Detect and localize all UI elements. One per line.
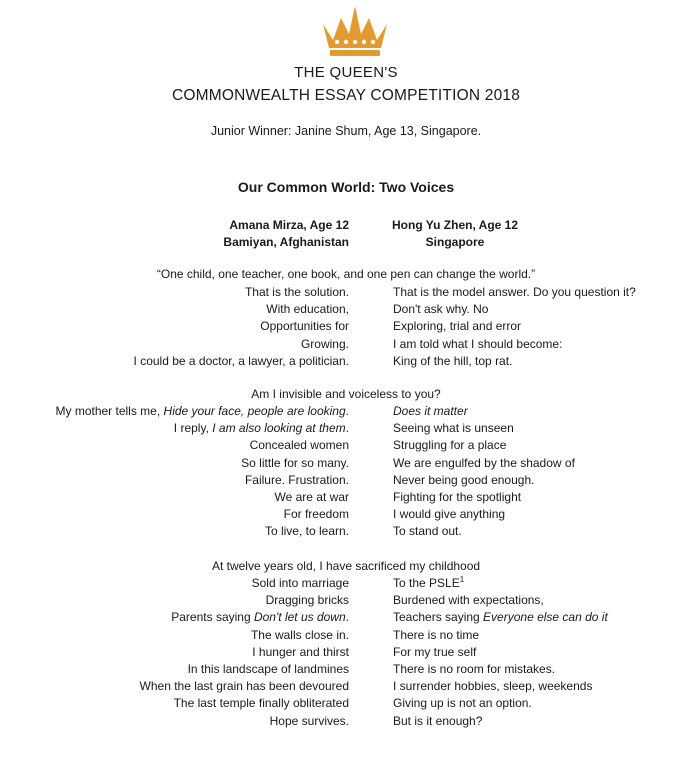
line-text: I would give anything xyxy=(393,507,506,522)
line-text: . xyxy=(345,404,349,418)
left-voice-line xyxy=(284,507,349,521)
poem-line xyxy=(0,438,692,455)
competition-title-line1: THE QUEEN'S xyxy=(294,64,398,81)
right-voice-line: King of the hill, top rat. xyxy=(393,353,513,368)
line-text: Concealed women xyxy=(249,438,349,453)
poem-line xyxy=(0,593,692,610)
poem-line xyxy=(0,610,692,627)
stanza-3-intro: At twelve years old, I have sacrificed my childhood xyxy=(211,559,481,573)
line-text: . xyxy=(345,610,349,625)
left-voice-line: That is the solution. xyxy=(244,285,349,299)
left-voice-line: I could be a doctor, a lawyer, a politician. xyxy=(133,353,349,368)
author-left-name: Amana Mirza, Age 12 xyxy=(229,218,349,232)
poem-line xyxy=(0,337,692,354)
right-voice-line: That is the model answer. Do you question it? xyxy=(393,285,636,299)
author-right-name: Hong Yu Zhen, Age 12 xyxy=(392,218,519,232)
line-text: Sold into marriage xyxy=(251,576,349,590)
line-text: There is no time xyxy=(393,627,480,642)
line-text: To stand out. xyxy=(393,524,462,539)
line-text: Parents saying xyxy=(171,610,254,625)
line-text: To the PSLE xyxy=(393,576,460,590)
poem-line xyxy=(0,714,692,731)
line-text: I hunger and thirst xyxy=(252,644,349,659)
line-text: I reply, xyxy=(173,421,213,436)
line-text: So little for so many. xyxy=(241,455,349,470)
line-italic-text: Everyone else can do it xyxy=(483,610,608,625)
line-text: But is it enough? xyxy=(393,713,483,728)
line-text: Never being good enough. xyxy=(393,472,535,487)
poem-line xyxy=(0,302,692,319)
left-voice-line xyxy=(252,576,349,590)
author-right xyxy=(392,217,518,251)
left-voice-line xyxy=(188,662,349,676)
right-voice-line xyxy=(393,679,592,693)
left-voice-line xyxy=(140,679,349,693)
line-text: The last temple finally obliterated xyxy=(173,696,349,711)
author-left-place: Bamiyan, Afghanistan xyxy=(223,235,349,249)
line-text: Hope survives. xyxy=(269,713,349,728)
line-text: Burdened with expectations, xyxy=(393,593,544,608)
line-text: For freedom xyxy=(283,507,349,522)
poem-line xyxy=(0,354,692,371)
line-text: Teachers saying xyxy=(393,610,484,625)
poem-line xyxy=(0,473,692,490)
left-voice-line: With education, xyxy=(266,302,349,317)
left-voice-line: Growing. xyxy=(300,336,349,351)
right-voice-line: Don't ask why. No xyxy=(393,302,489,317)
right-voice-line xyxy=(393,645,476,659)
left-voice-line xyxy=(252,645,349,659)
right-voice-line xyxy=(393,610,608,624)
line-text: I surrender hobbies, sleep, weekends xyxy=(393,679,593,694)
line-italic-text: Don't let us down xyxy=(253,610,346,625)
poem-line xyxy=(0,421,692,438)
line-text: In this landscape of landmines xyxy=(187,662,349,676)
right-voice-line xyxy=(393,490,521,504)
poem-line xyxy=(0,285,692,302)
line-text: For my true self xyxy=(393,644,477,659)
competition-title-line2: COMMONWEALTH ESSAY COMPETITION 2018 xyxy=(171,87,521,104)
poem-line xyxy=(0,662,692,679)
line-italic-text: Hide your face, people are looking xyxy=(163,404,346,418)
right-voice-line xyxy=(393,662,555,676)
winner-line: Junior Winner: Janine Shum, Age 13, Singapore. xyxy=(210,124,482,138)
left-voice-line xyxy=(250,438,349,452)
line-text: Struggling for a place xyxy=(393,438,507,453)
left-voice-line xyxy=(56,404,350,418)
line-text: Giving up is not an option. xyxy=(393,696,532,711)
line-text: The walls close in. xyxy=(250,627,349,642)
stanza-2-intro: Am I invisible and voiceless to you? xyxy=(251,387,441,401)
poem-line xyxy=(0,696,692,713)
right-voice-line: Exploring, trial and error xyxy=(393,319,522,334)
line-text: When the last grain has been devoured xyxy=(139,679,349,694)
author-right-place: Singapore xyxy=(425,235,485,249)
footnote-marker: 1 xyxy=(459,575,465,584)
line-text: Fighting for the spotlight xyxy=(393,490,522,504)
right-voice-line xyxy=(393,456,575,470)
right-voice-line xyxy=(393,438,506,452)
right-voice-line xyxy=(393,628,479,642)
line-text: To live, to learn. xyxy=(264,524,349,539)
right-voice-line xyxy=(393,507,505,521)
poem-line xyxy=(0,490,692,507)
line-text: There is no room for mistakes. xyxy=(393,662,556,676)
right-voice-line xyxy=(393,524,462,538)
left-voice-line: Opportunities for xyxy=(260,319,349,334)
line-text: Failure. Frustration. xyxy=(244,472,349,487)
line-italic-text: I am also looking at them xyxy=(212,421,346,436)
poem-line xyxy=(0,628,692,645)
poem-title: Our Common World: Two Voices xyxy=(237,179,455,195)
right-voice-line xyxy=(393,404,468,418)
line-text: Seeing what is unseen xyxy=(393,421,514,436)
line-italic-text: Does it matter xyxy=(393,404,468,418)
left-voice-line xyxy=(174,696,349,710)
poem-line xyxy=(0,524,692,541)
opening-quote: “One child, one teacher, one book, and one pen can change the world.” xyxy=(156,267,536,281)
right-voice-line xyxy=(393,576,464,590)
poem-line xyxy=(0,456,692,473)
right-voice-line xyxy=(393,421,514,435)
poem-line xyxy=(0,507,692,524)
poem-line xyxy=(0,319,692,336)
crown-logo-icon xyxy=(319,4,391,58)
poem-line xyxy=(0,404,692,421)
left-voice-line xyxy=(251,628,349,642)
left-voice-line xyxy=(270,714,349,728)
right-voice-line xyxy=(393,593,544,607)
line-text: Dragging bricks xyxy=(265,593,349,608)
left-voice-line xyxy=(266,593,349,607)
left-voice-line xyxy=(245,473,349,487)
line-text: My mother tells me, xyxy=(55,404,164,418)
left-voice-line xyxy=(171,610,349,624)
right-voice-line xyxy=(393,696,532,710)
left-voice-line xyxy=(265,524,349,538)
right-voice-line xyxy=(393,473,534,487)
right-voice-line xyxy=(393,714,482,728)
left-voice-line xyxy=(241,456,349,470)
line-text: We are at war xyxy=(274,490,349,504)
poem-line xyxy=(0,679,692,696)
poem-line xyxy=(0,576,692,593)
line-text: We are engulfed by the shadow of xyxy=(393,455,575,470)
right-voice-line: I am told what I should become: xyxy=(393,336,563,351)
line-text: . xyxy=(345,421,349,436)
poem-line xyxy=(0,645,692,662)
left-voice-line xyxy=(275,490,349,504)
author-left xyxy=(223,217,349,251)
left-voice-line xyxy=(174,421,349,435)
